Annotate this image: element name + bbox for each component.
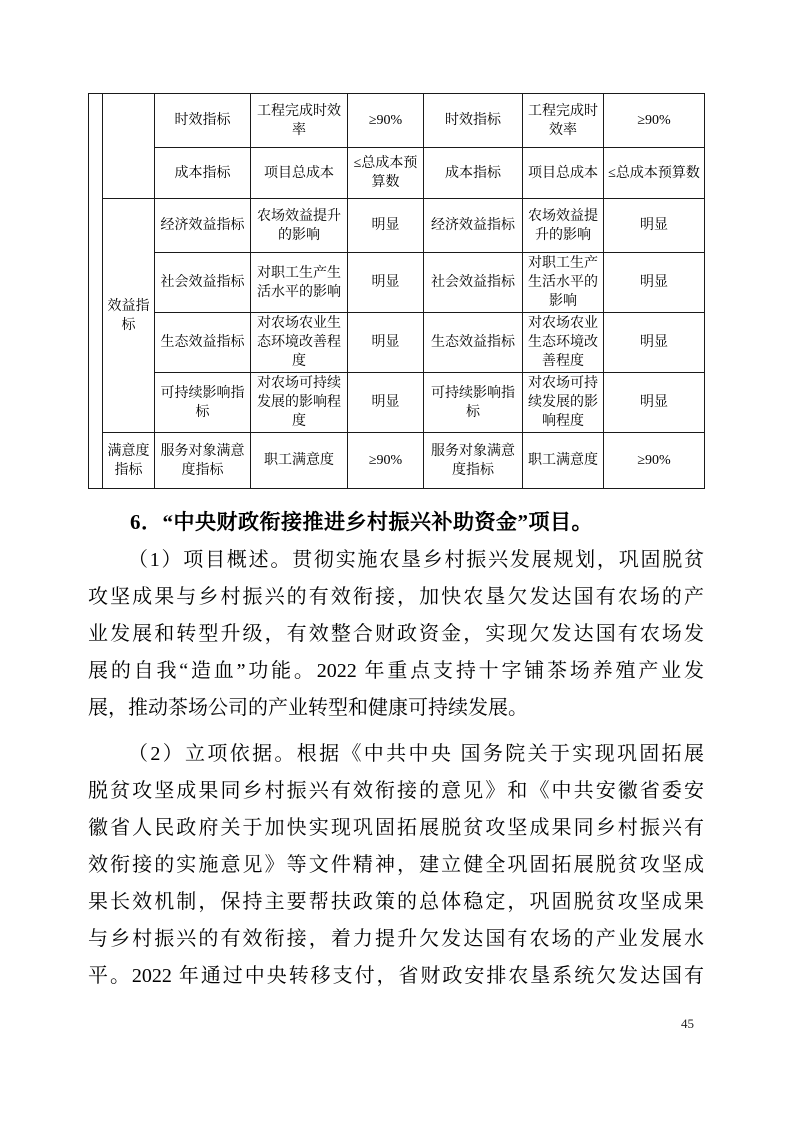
table-cell: ≥90%	[604, 94, 705, 148]
table-cell: 职工满意度	[251, 433, 348, 489]
table-cell: 对农场农业生态环境改善程度	[523, 313, 604, 373]
table-cell-group-benefit: 效益指标	[103, 199, 155, 433]
section-heading: 6．“中央财政衔接推进乡村振兴补助资金”项目。	[130, 510, 593, 534]
table-cell: 对农场可持续发展的影响程度	[523, 373, 604, 433]
text-line: 攻坚成果与乡村振兴的有效衔接，加快农垦欠发达国有农场的产	[88, 586, 704, 608]
page-number: 45	[681, 1016, 694, 1031]
paragraph-project-basis	[88, 736, 704, 995]
text-line: 徽省人民政府关于加快实现巩固拓展脱贫攻坚成果同乡村振兴有	[88, 817, 704, 839]
table-cell: 可持续影响指标	[155, 373, 251, 433]
table-cell: 明显	[604, 313, 705, 373]
table-cell: ≤总成本预算数	[348, 148, 424, 199]
table-cell: 服务对象满意度指标	[424, 433, 523, 489]
table-cell: 可持续影响指标	[424, 373, 523, 433]
table-cell: 农场效益提升的影响	[251, 199, 348, 253]
table-cell: 服务对象满意度指标	[155, 433, 251, 489]
table-cell: 明显	[348, 373, 424, 433]
table-cell: ≥90%	[604, 433, 705, 489]
table-cell: 明显	[348, 199, 424, 253]
table-cell: 项目总成本	[523, 148, 604, 199]
table-cell: 项目总成本	[251, 148, 348, 199]
table-cell: 经济效益指标	[424, 199, 523, 253]
text-line: （2）立项依据。根据《中共中央 国务院关于实现巩固拓展	[128, 743, 704, 765]
text-line: 展，推动茶场公司的产业转型和健康可持续发展。	[88, 697, 528, 719]
table-cell: 明显	[604, 199, 705, 253]
table-cell: 明显	[348, 313, 424, 373]
table-cell: 生态效益指标	[424, 313, 523, 373]
table-cell: 职工满意度	[523, 433, 604, 489]
table-cell: ≤总成本预算数	[604, 148, 705, 199]
table-cell: 工程完成时效率	[523, 94, 604, 148]
table-row	[89, 94, 705, 148]
performance-indicators-table	[88, 93, 705, 489]
table-cell: 对职工生产生活水平的影响	[251, 253, 348, 313]
table-cell-group-empty	[103, 94, 155, 199]
text-line: 平。2022 年通过中央转移支付，省财政安排农垦系统欠发达国有	[88, 965, 704, 987]
table-cell: ≥90%	[348, 94, 424, 148]
document-page	[88, 93, 704, 995]
table-cell: 社会效益指标	[155, 253, 251, 313]
table-row	[89, 373, 705, 433]
table-cell: 经济效益指标	[155, 199, 251, 253]
text-line: （1）项目概述。贯彻实施农垦乡村振兴发展规划，巩固脱贫	[128, 549, 704, 571]
table-row	[89, 433, 705, 489]
table-cell-group-satisfaction: 满意度指标	[103, 433, 155, 489]
text-line: 与乡村振兴的有效衔接，着力提升欠发达国有农场的产业发展水	[88, 928, 704, 950]
text-line: 效衔接的实施意见》等文件精神，建立健全巩固拓展脱贫攻坚成	[88, 854, 704, 876]
table-row	[89, 199, 705, 253]
text-line: 果长效机制，保持主要帮扶政策的总体稳定，巩固脱贫攻坚成果	[88, 891, 704, 913]
table-cell: 时效指标	[155, 94, 251, 148]
table-cell: 生态效益指标	[155, 313, 251, 373]
table-cell: 社会效益指标	[424, 253, 523, 313]
table-cell: ≥90%	[348, 433, 424, 489]
table-cell-left-spacer	[89, 94, 103, 489]
table-cell: 成本指标	[424, 148, 523, 199]
table-cell: 对职工生产生活水平的影响	[523, 253, 604, 313]
table-cell: 工程完成时效率	[251, 94, 348, 148]
table-cell: 对农场农业生态环境改善程度	[251, 313, 348, 373]
table-cell: 明显	[604, 373, 705, 433]
table-cell: 明显	[604, 253, 705, 313]
paragraph-project-overview	[88, 542, 704, 727]
text-line: 展的自我“造血”功能。2022 年重点支持十字铺茶场养殖产业发	[88, 660, 704, 682]
text-line: 脱贫攻坚成果同乡村振兴有效衔接的意见》和《中共安徽省委安	[88, 780, 704, 802]
table-row	[89, 253, 705, 313]
table-row	[89, 148, 705, 199]
table-cell: 农场效益提升的影响	[523, 199, 604, 253]
table-cell: 时效指标	[424, 94, 523, 148]
table-row	[89, 313, 705, 373]
text-line: 业发展和转型升级，有效整合财政资金，实现欠发达国有农场发	[88, 623, 704, 645]
table-cell: 成本指标	[155, 148, 251, 199]
table-cell: 明显	[348, 253, 424, 313]
table-cell: 对农场可持续发展的影响程度	[251, 373, 348, 433]
